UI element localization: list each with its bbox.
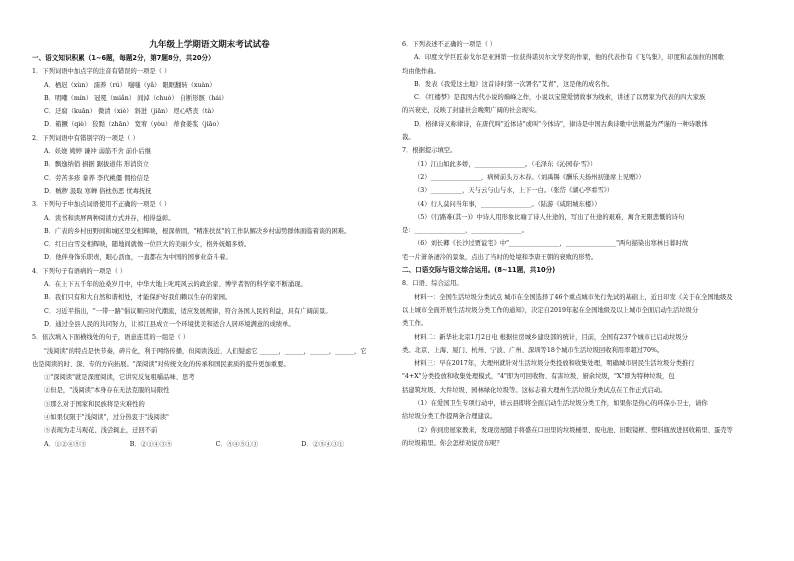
- question-5-choice-c: C．⑤④⑤①③: [215, 440, 259, 448]
- question-1-option-b: B．明嘲（mín） 冠冕（miǎn） 间淖（chuò） 自断形骸（hái）: [44, 94, 228, 102]
- question-7-item-1: （1）江山如此多娇，________________。（毛泽东《沁园春·雪》）: [414, 160, 597, 168]
- material-2-line-2: 类。北京、上海、厦门、杭州、宁波、广州、深圳等18个城市生活垃圾回收利用率超过70%。: [402, 346, 664, 354]
- question-5-passage-line-2: 也是阅读的时、深、专的方向拓展。"深阅读"对传统文化的传承和国民素质的提升更加重要。: [32, 360, 290, 368]
- question-5-passage-line-1: "浅阅读"的特点是快节奏，碎片化，利于网络传播，但阅读浅近、人们疑虑它 ______，______，______，______，它: [44, 347, 367, 355]
- question-2-stem: 2．下列词语中有错别字的一项是（ ）: [32, 134, 139, 142]
- material-3-line-2: "4+X"分类投放和收集处理模式，"4"即为可回收物、有害垃圾、厨余垃圾，"X"即为特种垃圾，包: [402, 373, 675, 381]
- question-7-item-5-answer: 是：________________，________________。: [402, 227, 528, 235]
- question-2-option-c: C．劳苦多疹 豢养 李代桃僵 佣拾信是: [44, 174, 150, 182]
- question-6-option-b: B．发表《我爱这土地》这首诗时第一次署名"艾青"，这是他的成名作。: [414, 80, 614, 88]
- question-1-option-d: D．箱撅（qiè） 狡黠（zhān） 宽宥（yòu） 蒂食姜浆（jiāo）: [44, 121, 223, 129]
- material-1-line-3: 类工作。: [402, 320, 428, 328]
- subquestion-1-line-2: 给垃圾分类工作提两条合理建议。: [402, 413, 497, 421]
- material-1-line-1: 材料一：全国生活垃圾分类试点 城市在全国选择了46个重点城市先行先试的基础上，近日印发《关于在全国地级及: [414, 293, 733, 301]
- right-column: [402, 0, 770, 561]
- material-1-line-2: 以上城市全面开展生活垃圾分类工作的通知》，决定自2019年起在全国地级及以上城市全面启动生活垃圾分: [402, 306, 699, 314]
- question-1-stem: 1．下列词语中加点字的注音有错误的一项是（ ）: [32, 68, 171, 76]
- question-8-stem: 8．口语、综合运用。: [402, 280, 463, 288]
- question-3-stem: 3．下列句子中加点词语使用不正确的一项是（ ）: [32, 201, 171, 209]
- question-3-option-b: B．广表的乡村田野间和城区里交相辉映，根深蒂固，"精准扶贫"的工作队解决乡村弱势群体面临着谈的困难。: [44, 227, 351, 235]
- question-7-item-2: （2）________________，病树前头万木春。（刘禹锡《酬乐天扬州初逢席上见赠》）: [414, 173, 645, 181]
- material-3-line-3: 括建筑垃圾、大件垃圾、园林绿化垃圾等。这标志着大理州生活垃圾分类试点在工作正式启动。: [402, 386, 667, 394]
- question-4-option-c: C．习近平指出，"一带一路"倡议顺应时代潮流，适应发展规律，符合各国人民的利益，具有广阔前景。: [44, 307, 332, 315]
- question-6-option-d-line-2: 裁。: [402, 134, 415, 142]
- question-2-option-b: B．飘逸纳俏 捐据 踞拔道伟 形消资立: [44, 161, 150, 169]
- question-6-option-a-line-1: A．印度文学巨匠泰戈尔是亚洲第一位获得诺贝尔文学奖的作家，他的代表作有《飞鸟集》，印度和孟加拉的国歌: [414, 54, 724, 62]
- subquestion-2-line-2: 的垃圾箱里。你会怎样劝说房东呢？: [402, 439, 503, 447]
- question-5-sentence-3: ③那么对于国家和民族将是灾难性的: [44, 400, 145, 408]
- question-3-option-d: D．他伴身饰乐职责，眼心沥血，一直都在为中国的国事业奋斗着。: [44, 254, 232, 262]
- material-2-line-1: 材料二：新华社北京1月2日电 根据住房城乡建设部的统计，目前，全国有237个城市已启动垃圾分: [414, 333, 688, 341]
- question-7-item-6-cont: 宅一片萧条凄冷的景象，点出了当时的处境和李唐王朝的衰败的形势。: [402, 253, 598, 261]
- question-5-stem: 5．依次填入下面横线处的句子，语意连贯的一组是（ ）: [32, 334, 190, 342]
- question-2-option-d: D．贼秽 汲取 寒蝉 俗枕伤恶 忧毒抚抚: [44, 187, 152, 195]
- question-1-option-a: A．栖迟（xùn） 濡养（rú） 嗤嗤（yǎ） 眼眶翻转（xuàn）: [44, 81, 216, 89]
- question-7-item-4: （4）行人莫问当年事，________________。（陆游《咸阳城东楼》）: [414, 200, 601, 208]
- question-6-option-c-line-2: 的兴衰史，反映了封建社会晚期广阔的社会现实。: [402, 107, 541, 115]
- section-heading-1: 一、语文知识积累（1~6题，每题2分，第7题8分，共20分）: [32, 54, 215, 62]
- question-5-choice-d: D．②⑤④③①: [301, 440, 345, 448]
- question-5-choice-a: A．①②④⑤③: [44, 440, 87, 448]
- question-2-option-a: A．妖娆 娉婷 谦冲 弱筋不舍 前仆后继: [44, 148, 152, 156]
- question-7-stem: 7．根据提示填空。: [402, 147, 457, 155]
- question-4-option-a: A．在上下五千年的沧桑岁月中，中华大地上叱咤风云的政治家、博学者智的科学家不断涌现。: [44, 281, 307, 289]
- question-4-stem: 4．下列句子有语病的一项是（ ）: [32, 267, 127, 275]
- question-5-sentence-2: ②但是，"浅阅读"本身存在无法克服的局限性: [44, 387, 170, 395]
- question-5-choice-b: B．②①④③⑤: [129, 440, 173, 448]
- question-6-option-d-line-1: D．格律诗又称律诗，在唐代叫"近体诗"或叫"今体诗"，律诗是中国古典诗歌中法则最为严谨的一种诗歌体: [414, 120, 708, 128]
- question-3-option-a: A．读书和读屏两种阅读方式并存，相得益彰。: [44, 214, 175, 222]
- question-6-option-a-line-2: 均由他作曲。: [402, 67, 440, 75]
- question-6-option-c-line-1: C．《红楼梦》是我国古代小说的巅峰之作，小说以宝黛爱情故事为线索，讲述了以贾家为代表的四大家族: [414, 94, 706, 102]
- question-1-option-c: C．迂腐（kuān） 微清（xiè） 斜进（jiān） 咫心嗒丧（tà）: [44, 108, 218, 116]
- question-7-item-5: （5）《行路难(其一)》中诗人用形象比喻了诗人仕途的，写出了仕途的艰难，寓含无限悲慨的诗句: [414, 213, 685, 221]
- material-3-line-1: 材料三：早在2017年，大理州就针对生活垃圾分类投放和收集处理，明确城市居民生活垃圾分类推行: [414, 360, 695, 368]
- question-5-sentence-1: ①"深阅读"就是深度阅读，它讲究反复咀嚼品味、思考: [44, 374, 195, 382]
- subquestion-2-line-1: （2）你到房屋家教来，发现房屋随手将盛在口田里的垃圾桶里、废电池、旧眼镜框、塑料瓶放进回收箱里、蛋壳等: [414, 426, 733, 434]
- question-5-sentence-4: ④如果仅限于"浅阅读"，过分热衷于"浅阅读": [44, 414, 169, 422]
- question-3-option-c: C．红日白雪交相辉映，随地间就像一位巨大的美丽少女，格外妩媚多娇。: [44, 241, 251, 249]
- left-column: [32, 0, 387, 561]
- subquestion-1-line-1: （1）在爱国卫生专项行动中，祥云县即将全面启动生活垃圾分类工作，如果你是热心的环保小卫士，请你: [414, 400, 708, 408]
- question-5-choices: [32, 438, 387, 451]
- question-7-item-3: （3）__________，天与云与山与水，上下一白。（张岱《湖心亭看雪》）: [414, 187, 614, 195]
- section-heading-2: 二、口语交际与语文综合运用。(8~11题，共10分): [402, 266, 556, 275]
- question-4-option-b: B．我们只有和大自然和谐相处，才能保护好我们赖以生存的家园。: [44, 294, 232, 302]
- question-6-stem: 6．下列表述不正确的一项是（ ）: [402, 41, 497, 48]
- question-5-sentence-5: ⑤表现为走马观花、浅尝辄止，迁回不前: [44, 427, 158, 435]
- question-4-option-d: D．通过全县人民的共同努力，让祁江县成立一个环境优美和适合人居环境满意的成绩单。: [44, 320, 295, 328]
- question-7-item-6: （6）刘长卿《长沙过贾谊宅》中"________________，________________"两句描染出寒林日暮时故: [414, 240, 689, 248]
- page-title: 九年级上学期语文期末考试试卷: [149, 40, 270, 50]
